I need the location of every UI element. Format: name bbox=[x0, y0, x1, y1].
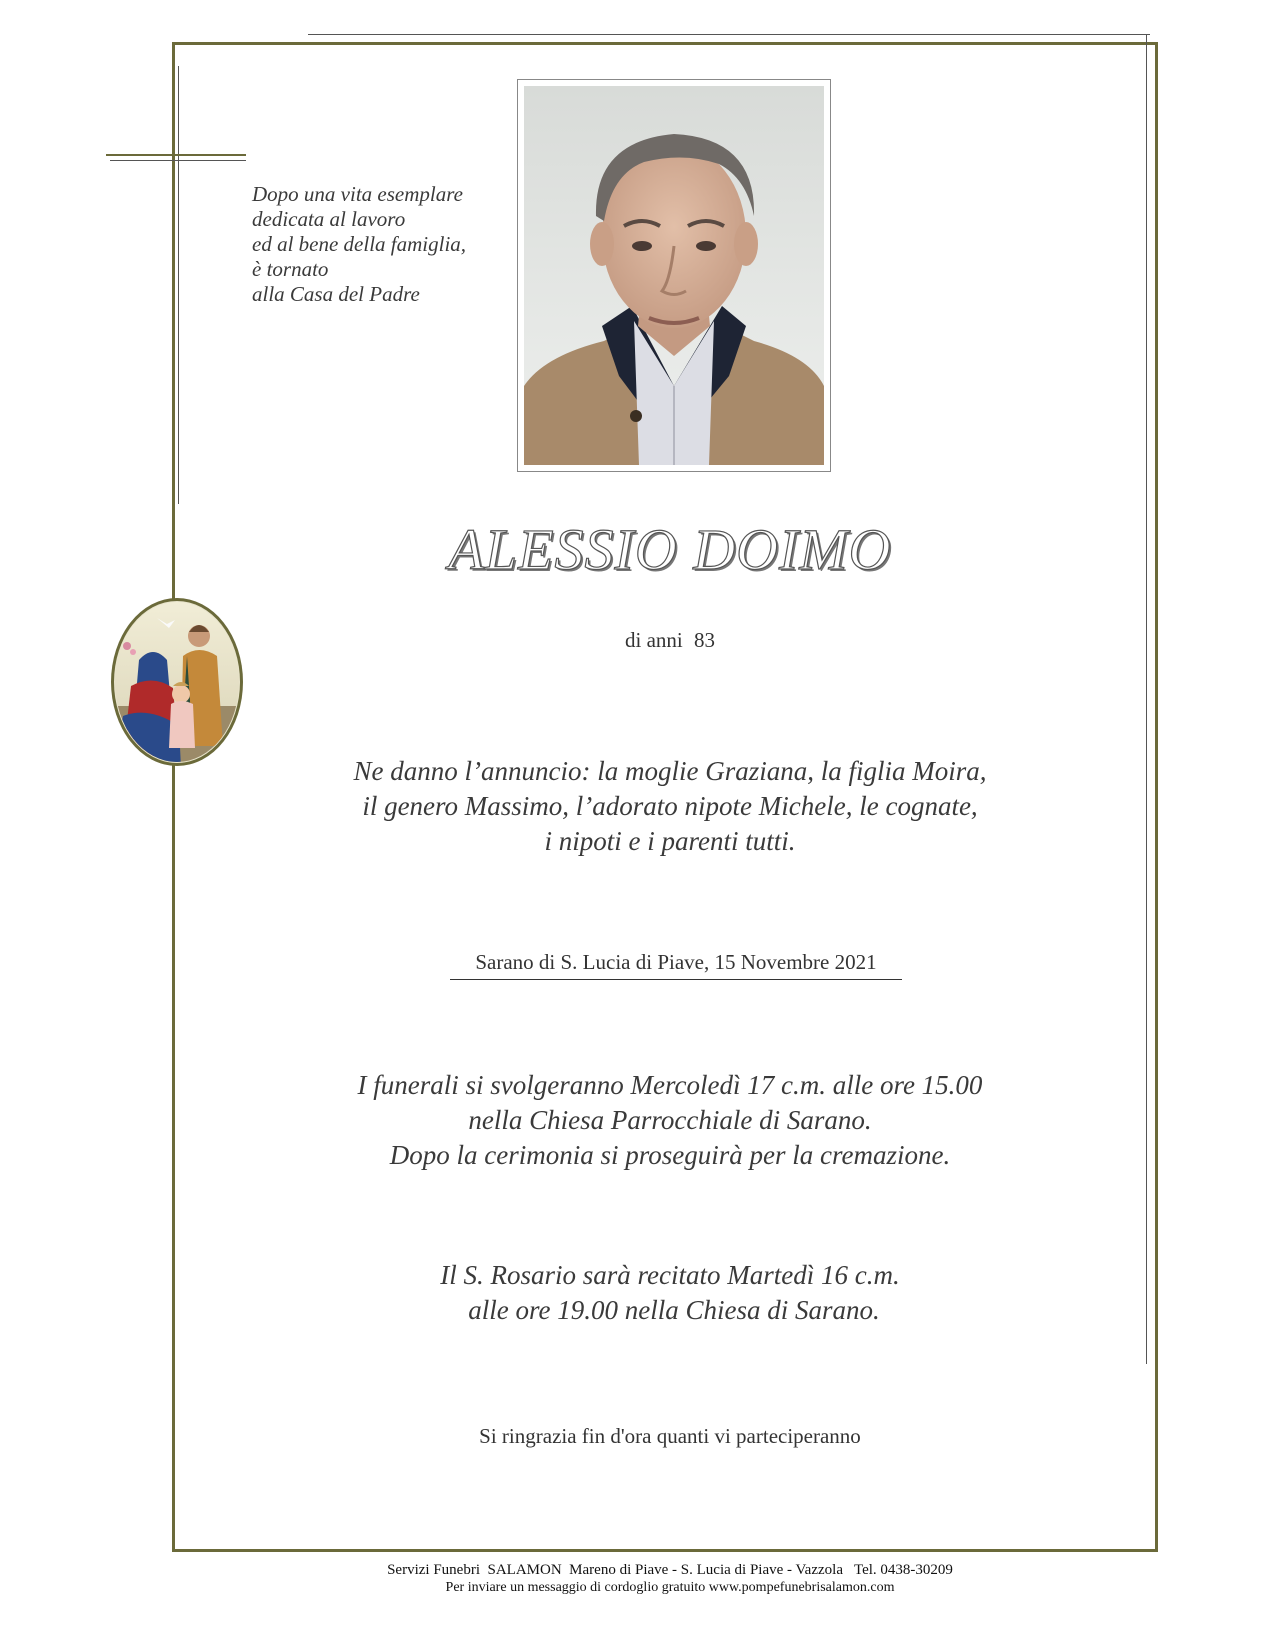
funeral-block bbox=[220, 1068, 1120, 1173]
deceased-name: ALESSIO DOIMO bbox=[448, 517, 892, 582]
rosary-line: alle ore 19.00 nella Chiesa di Sarano. bbox=[468, 1295, 880, 1325]
place-date: Sarano di S. Lucia di Piave, 15 Novembre 2021 bbox=[450, 950, 902, 980]
age-prefix: di anni bbox=[625, 628, 683, 652]
announcement-line: i nipoti e i parenti tutti. bbox=[544, 826, 796, 856]
deceased-age bbox=[520, 628, 820, 653]
announcement-line: il genero Massimo, l’adorato nipote Michele, le cognate, bbox=[362, 791, 978, 821]
cross-icon-vertical bbox=[172, 66, 174, 588]
epitaph bbox=[252, 182, 512, 307]
announcement-line: Ne danno l’annuncio: la moglie Graziana, la figlia Moira, bbox=[353, 756, 987, 786]
portrait-image bbox=[524, 86, 824, 465]
condolence-info: Per inviare un messaggio di cordoglio gratuito www.pompefunebrisalamon.com bbox=[445, 1580, 895, 1595]
frame-left-lower-line bbox=[172, 778, 175, 1552]
announcement-block bbox=[220, 754, 1120, 859]
epitaph-line: dedicata al lavoro bbox=[252, 207, 406, 231]
epitaph-line: alla Casa del Padre bbox=[252, 282, 420, 306]
rosary-line: Il S. Rosario sarà recitato Martedì 16 c.m. bbox=[440, 1260, 900, 1290]
epitaph-line: Dopo una vita esemplare bbox=[252, 182, 463, 206]
holy-family-medallion bbox=[109, 596, 245, 768]
age-value: 83 bbox=[694, 628, 715, 652]
funeral-line: I funerali si svolgeranno Mercoledì 17 c.m. alle ore 15.00 bbox=[357, 1070, 983, 1100]
portrait-photo bbox=[517, 79, 831, 472]
cross-icon-vertical-thin bbox=[178, 66, 179, 504]
epitaph-line: ed al bene della famiglia, bbox=[252, 232, 467, 256]
funeral-service-info: Servizi Funebri SALAMON Mareno di Piave - S. Lucia di Piave - Vazzola Tel. 0438-30209 bbox=[387, 1562, 953, 1578]
funeral-line: Dopo la cerimonia si proseguirà per la cremazione. bbox=[389, 1140, 951, 1170]
cross-icon-horizontal-thin bbox=[110, 160, 246, 161]
inner-right-line bbox=[1146, 34, 1147, 1364]
epitaph-line: è tornato bbox=[252, 257, 329, 281]
rosary-block bbox=[220, 1258, 1120, 1328]
inner-top-line bbox=[308, 34, 1150, 35]
cross-icon-horizontal bbox=[106, 154, 246, 156]
funeral-line: nella Chiesa Parrocchiale di Sarano. bbox=[468, 1105, 872, 1135]
thanks-line: Si ringrazia fin d'ora quanti vi parteciperanno bbox=[479, 1424, 861, 1448]
